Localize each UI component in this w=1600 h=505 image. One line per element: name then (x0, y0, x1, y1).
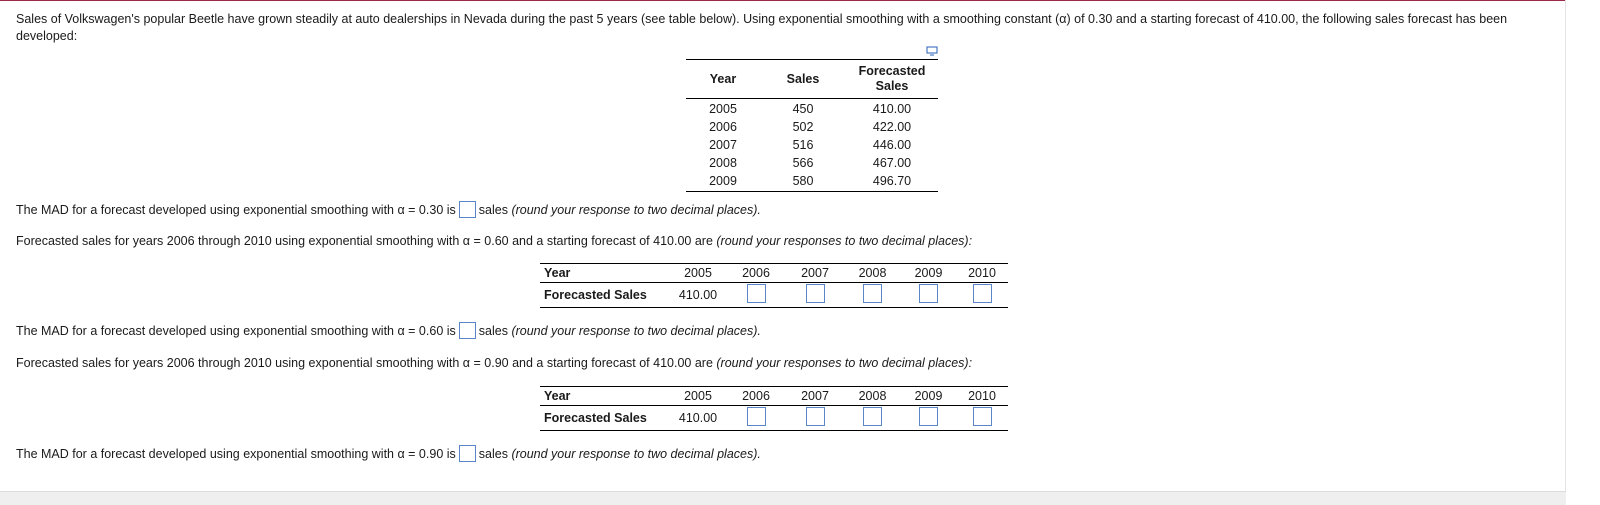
bottom-bar (0, 491, 1566, 505)
forecast-090-question (16, 354, 972, 372)
table-row (686, 172, 938, 190)
year-2009: 2009 (914, 266, 943, 280)
year-2005: 2005 (684, 389, 712, 403)
forecast-090-2006-input[interactable] (747, 407, 766, 426)
cell-sales: 566 (792, 156, 814, 170)
year-label: Year (544, 266, 571, 280)
table-row (686, 136, 938, 154)
cell-sales: 516 (792, 138, 814, 152)
forecast-060-2009-input[interactable] (919, 284, 938, 303)
right-gutter (1565, 0, 1600, 504)
forecast-090-prefix: Forecasted sales for years 2006 through 2010 using exponential smoothing with α = 0.90 and a starting forecast of 410.00 are (16, 356, 713, 370)
cell-year: 2006 (709, 120, 737, 134)
cell-sales: 450 (792, 102, 814, 116)
header-forecasted-sales: Forecasted Sales (858, 64, 926, 93)
forecast-060-table (540, 263, 1008, 308)
cell-sales: 580 (792, 174, 814, 188)
year-2010: 2010 (968, 266, 996, 280)
table-row (686, 154, 938, 172)
forecast-090-2009-input[interactable] (919, 407, 938, 426)
forecast-2005-value: 410.00 (678, 411, 718, 425)
cell-forecast: 422.00 (872, 120, 912, 134)
mad-090-suffix: sales (478, 447, 508, 461)
expand-table-icon[interactable] (926, 46, 938, 56)
header-sales: Sales (786, 71, 820, 86)
forecast-060-2010-input[interactable] (973, 284, 992, 303)
year-2008: 2008 (858, 266, 887, 280)
forecast-090-table (540, 386, 1008, 431)
year-2006: 2006 (742, 389, 770, 403)
cell-year: 2005 (709, 102, 737, 116)
cell-forecast: 467.00 (872, 156, 912, 170)
problem-statement: Sales of Volkswagen's popular Beetle have grown steadily at auto dealerships in Nevada during the past 5 years (see table below). Using exponential smoothing with a smoothing constant (α) of 0.30 and a starting forecast of 410.00, the following sales forecast has been developed: (16, 12, 1508, 43)
year-2010: 2010 (968, 389, 996, 403)
cell-forecast: 446.00 (872, 138, 912, 152)
mad-030-question (16, 201, 761, 219)
cell-year: 2007 (709, 138, 737, 152)
forecast-2005-value: 410.00 (678, 288, 718, 302)
year-label: Year (544, 389, 571, 403)
mad-030-suffix: sales (478, 203, 508, 217)
year-2007: 2007 (801, 389, 829, 403)
mad-060-suffix: sales (478, 324, 508, 338)
mad-030-hint: (round your response to two decimal places). (511, 203, 761, 217)
year-2005: 2005 (684, 266, 712, 280)
year-2006: 2006 (742, 266, 770, 280)
mad-030-prefix: The MAD for a forecast developed using exponential smoothing with α = 0.30 is (16, 203, 456, 217)
top-accent-line (0, 0, 1566, 1)
table-row (686, 118, 938, 136)
forecast-060-2008-input[interactable] (863, 284, 882, 303)
forecasted-sales-label: Forecasted Sales (544, 411, 647, 425)
forecast-060-question (16, 232, 972, 250)
cell-forecast: 496.70 (872, 174, 912, 188)
table-row (686, 100, 938, 118)
year-2008: 2008 (858, 389, 887, 403)
table-header (686, 60, 938, 99)
forecast-060-prefix: Forecasted sales for years 2006 through 2010 using exponential smoothing with α = 0.60 and a starting forecast of 410.00 are (16, 234, 713, 248)
forecast-090-2007-input[interactable] (806, 407, 825, 426)
year-row (540, 263, 1008, 283)
mad-030-input[interactable] (459, 201, 476, 218)
mad-060-prefix: The MAD for a forecast developed using exponential smoothing with α = 0.60 is (16, 324, 456, 338)
forecast-090-2010-input[interactable] (973, 407, 992, 426)
year-2009: 2009 (914, 389, 943, 403)
forecast-row (540, 406, 1008, 431)
cell-forecast: 410.00 (872, 102, 912, 116)
year-2007: 2007 (801, 266, 829, 280)
mad-090-prefix: The MAD for a forecast developed using exponential smoothing with α = 0.90 is (16, 447, 456, 461)
cell-year: 2009 (709, 174, 737, 188)
mad-090-hint: (round your response to two decimal places). (511, 447, 761, 461)
year-row (540, 386, 1008, 406)
header-year: Year (709, 71, 737, 86)
mad-090-question (16, 445, 761, 463)
mad-060-question (16, 322, 761, 340)
forecasted-sales-label: Forecasted Sales (544, 288, 647, 302)
cell-year: 2008 (709, 156, 737, 170)
forecast-090-2008-input[interactable] (863, 407, 882, 426)
forecast-060-2006-input[interactable] (747, 284, 766, 303)
mad-090-input[interactable] (459, 445, 476, 462)
sales-forecast-table (686, 59, 938, 192)
forecast-060-2007-input[interactable] (806, 284, 825, 303)
mad-060-input[interactable] (459, 322, 476, 339)
mad-060-hint: (round your response to two decimal places). (511, 324, 761, 338)
cell-sales: 502 (792, 120, 814, 134)
forecast-090-hint: (round your responses to two decimal places): (716, 356, 973, 370)
forecast-row (540, 283, 1008, 308)
forecast-060-hint: (round your responses to two decimal places): (716, 234, 973, 248)
